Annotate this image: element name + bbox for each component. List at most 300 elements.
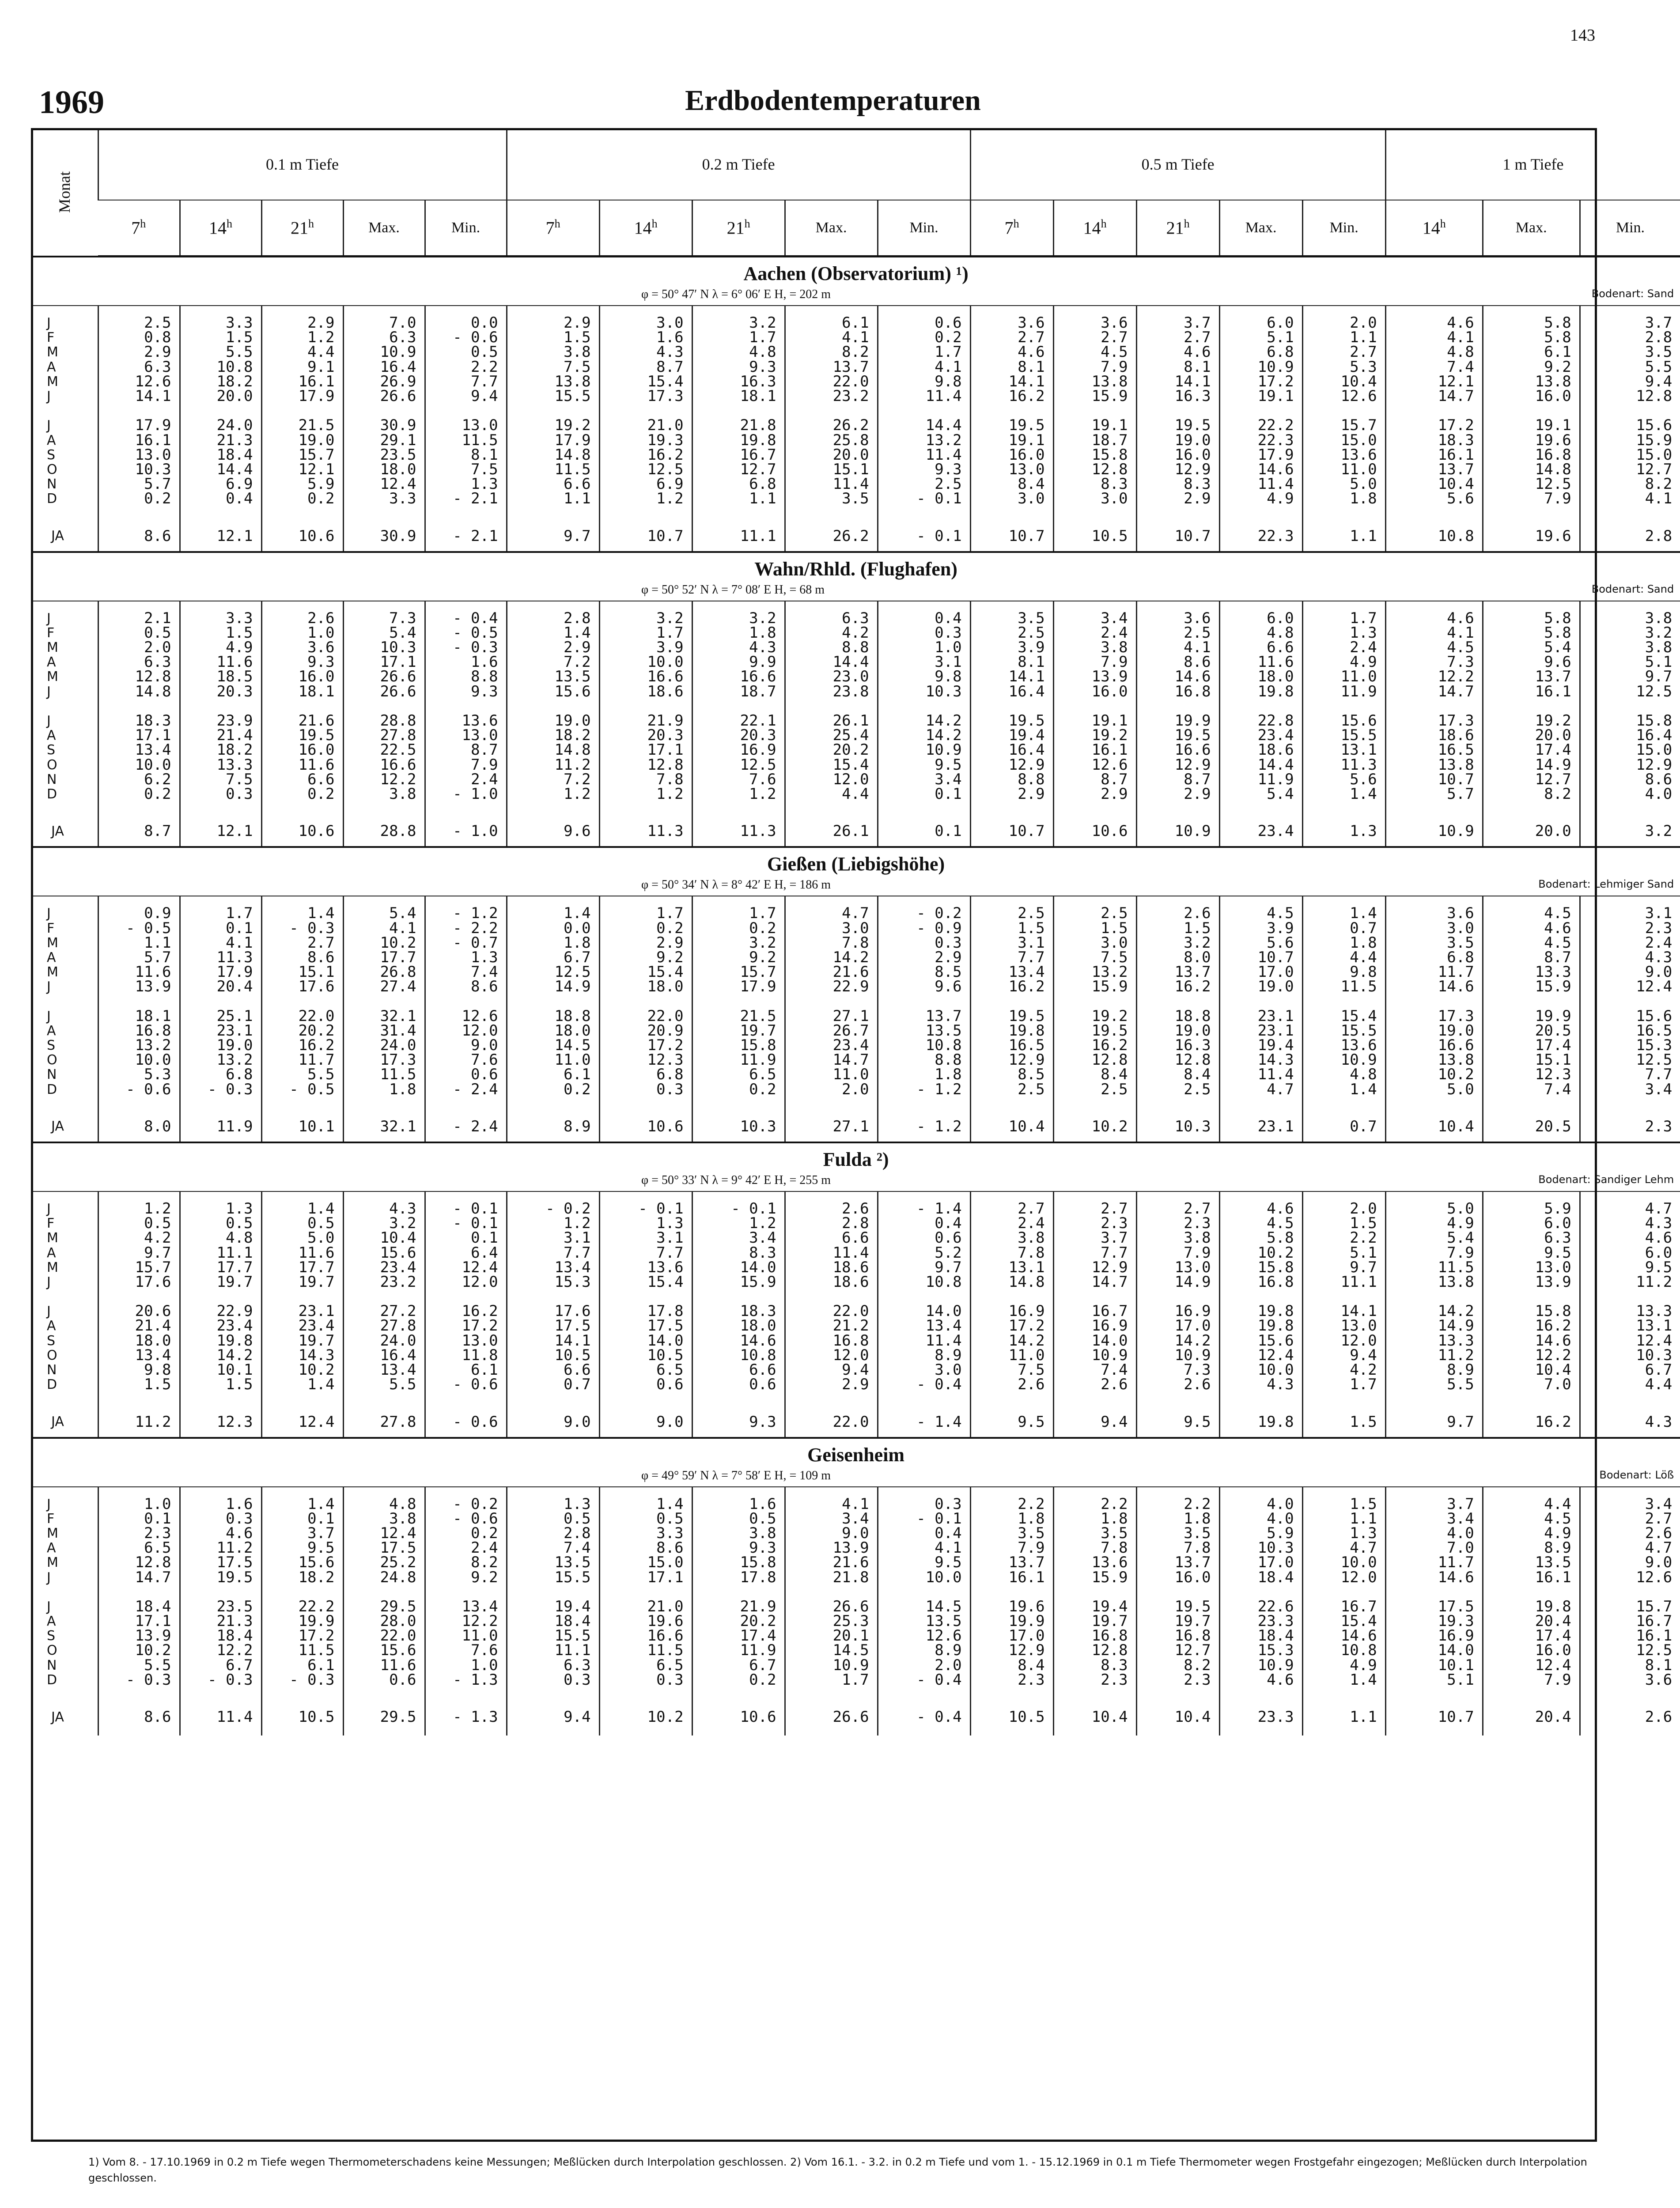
table-cell: 7.3 xyxy=(1136,1363,1219,1377)
table-cell: 8.7 xyxy=(98,816,180,847)
table-cell: 0.4 xyxy=(878,1526,970,1541)
table-cell: 10.9 xyxy=(1385,816,1483,847)
table-cell: 23.8 xyxy=(785,684,878,699)
table-cell: 20.4 xyxy=(1483,1702,1580,1732)
table-cell: 7.7 xyxy=(425,374,507,389)
table-cell: 15.1 xyxy=(1483,1053,1580,1067)
table-cell: 11.1 xyxy=(692,521,785,552)
table-cell: 18.4 xyxy=(180,448,261,462)
table-cell: 3.5 xyxy=(1136,1526,1219,1541)
table-cell: - 1.4 xyxy=(878,1202,970,1216)
table-cell: 10.9 xyxy=(343,345,425,359)
table-cell: 16.1 xyxy=(98,433,180,448)
table-cell: 11.3 xyxy=(1302,758,1385,772)
table-cell: 0.3 xyxy=(878,626,970,640)
table-cell: 5.5 xyxy=(343,1377,425,1392)
table-cell: 13.8 xyxy=(1483,374,1580,389)
table-cell: 0.3 xyxy=(180,787,261,802)
month-label: J xyxy=(47,389,51,405)
table-cell: 21.4 xyxy=(180,728,261,743)
table-cell: 18.4 xyxy=(1219,1570,1302,1584)
table-cell: 9.7 xyxy=(98,1245,180,1260)
table-cell: 4.7 xyxy=(1580,1541,1680,1555)
table-cell: - 1.4 xyxy=(878,1407,970,1438)
table-cell: 6.5 xyxy=(98,1541,180,1555)
table-cell: 15.8 xyxy=(692,1555,785,1570)
table-cell: 17.2 xyxy=(1385,418,1483,433)
table-cell: 18.5 xyxy=(180,669,261,684)
table-cell: 12.7 xyxy=(1580,462,1680,477)
table-cell: 23.0 xyxy=(785,669,878,684)
table-cell: 7.6 xyxy=(425,1643,507,1658)
table-cell: 11.5 xyxy=(425,433,507,448)
table-cell: 9.8 xyxy=(1302,965,1385,979)
table-cell: 0.2 xyxy=(98,787,180,802)
table-cell: 11.9 xyxy=(1302,684,1385,699)
table-cell: 19.0 xyxy=(507,714,599,728)
table-cell: 23.1 xyxy=(1219,1112,1302,1142)
table-cell: 13.6 xyxy=(1053,1555,1136,1570)
table-cell: 1.4 xyxy=(261,1202,343,1216)
table-cell: 10.0 xyxy=(599,655,692,669)
table-cell: 7.7 xyxy=(599,1245,692,1260)
table-cell: 2.7 xyxy=(1136,1202,1219,1216)
table-cell: 31.4 xyxy=(343,1024,425,1038)
table-cell: 13.8 xyxy=(1385,758,1483,772)
table-cell: 2.5 xyxy=(1136,1082,1219,1097)
table-cell: 12.7 xyxy=(1136,1643,1219,1658)
table-cell: 16.5 xyxy=(970,1038,1053,1053)
month-label: N xyxy=(47,1657,57,1673)
month-label: J xyxy=(47,610,51,626)
table-cell: 20.1 xyxy=(785,1629,878,1643)
table-cell: 23.4 xyxy=(343,1260,425,1275)
table-cell: 0.3 xyxy=(180,1512,261,1526)
table-cell: 4.3 xyxy=(343,1202,425,1216)
table-cell: 7.5 xyxy=(425,462,507,477)
table-cell: 10.1 xyxy=(180,1363,261,1377)
table-cell: 3.4 xyxy=(878,772,970,787)
table-cell: 4.3 xyxy=(1219,1377,1302,1392)
table-cell: 7.3 xyxy=(343,611,425,626)
column-header: Min. xyxy=(1580,200,1680,257)
table-cell: 10.3 xyxy=(692,1112,785,1142)
table-cell: 13.0 xyxy=(1483,1260,1580,1275)
table-cell: 2.6 xyxy=(1053,1377,1136,1392)
table-cell: 7.4 xyxy=(1385,360,1483,374)
table-cell: 8.2 xyxy=(425,1555,507,1570)
station-coordinates: φ = 49° 59′ N λ = 7° 58′ E H, = 109 m xyxy=(641,1468,831,1482)
table-cell: 14.1 xyxy=(1302,1304,1385,1319)
table-cell: 3.0 xyxy=(599,316,692,330)
table-cell: 10.8 xyxy=(1385,521,1483,552)
table-cell: 0.6 xyxy=(692,1377,785,1392)
table-cell: 1.5 xyxy=(1302,1497,1385,1512)
table-cell: 15.6 xyxy=(507,684,599,699)
table-cell: 10.1 xyxy=(1385,1658,1483,1673)
table-cell: 24.8 xyxy=(343,1570,425,1584)
table-cell: 19.6 xyxy=(970,1599,1053,1614)
table-cell: 14.7 xyxy=(785,1053,878,1067)
table-cell: 1.2 xyxy=(692,787,785,802)
table-cell: 16.9 xyxy=(692,743,785,757)
table-cell: 10.4 xyxy=(1053,1702,1136,1732)
table-cell: 7.2 xyxy=(507,655,599,669)
table-cell: 13.5 xyxy=(507,669,599,684)
table-cell: - 0.1 xyxy=(692,1202,785,1216)
table-cell: 6.3 xyxy=(507,1658,599,1673)
table-cell: 13.7 xyxy=(878,1009,970,1024)
table-cell: 17.1 xyxy=(343,655,425,669)
table-cell: 5.1 xyxy=(1219,330,1302,345)
table-cell: 2.9 xyxy=(1136,787,1219,802)
table-cell: 19.6 xyxy=(599,1614,692,1629)
table-cell: 15.4 xyxy=(599,1275,692,1289)
table-cell: 16.3 xyxy=(1136,389,1219,404)
table-cell: 17.1 xyxy=(599,743,692,757)
month-label: J xyxy=(47,979,51,995)
table-cell: 12.2 xyxy=(343,772,425,787)
table-cell: 10.0 xyxy=(98,758,180,772)
month-label: O xyxy=(47,1347,57,1363)
table-cell: 11.6 xyxy=(343,1658,425,1673)
table-cell: 8.1 xyxy=(970,360,1053,374)
month-label: A xyxy=(47,1614,56,1630)
table-cell: 3.8 xyxy=(692,1526,785,1541)
table-cell: 23.9 xyxy=(180,714,261,728)
table-cell: 0.5 xyxy=(98,1216,180,1231)
table-cell: - 0.1 xyxy=(878,521,970,552)
table-cell: - 0.4 xyxy=(878,1673,970,1687)
table-cell: 5.9 xyxy=(1483,1202,1580,1216)
table-cell: 1.3 xyxy=(425,477,507,492)
table-cell: 7.9 xyxy=(1483,1673,1580,1687)
table-cell: 21.0 xyxy=(599,418,692,433)
table-cell: 27.1 xyxy=(785,1112,878,1142)
table-cell: 12.0 xyxy=(425,1275,507,1289)
table-cell: 8.3 xyxy=(1136,477,1219,492)
month-label: D xyxy=(47,1377,57,1393)
annual-label: JA xyxy=(51,1709,64,1725)
table-cell: 9.2 xyxy=(599,950,692,965)
table-cell: 0.6 xyxy=(878,316,970,330)
table-cell: 9.6 xyxy=(507,816,599,847)
table-cell: 1.6 xyxy=(180,1497,261,1512)
table-cell: - 2.1 xyxy=(425,492,507,506)
table-cell: 30.9 xyxy=(343,521,425,552)
table-cell: 11.6 xyxy=(1219,655,1302,669)
table-cell: 28.0 xyxy=(343,1614,425,1629)
table-cell: 1.3 xyxy=(425,950,507,965)
table-cell: 8.7 xyxy=(1053,772,1136,787)
table-cell: 1.1 xyxy=(1302,330,1385,345)
table-cell: 2.4 xyxy=(970,1216,1053,1231)
table-cell: 13.7 xyxy=(785,360,878,374)
table-cell: 12.9 xyxy=(970,758,1053,772)
table-cell: 11.0 xyxy=(1302,669,1385,684)
table-cell: 18.2 xyxy=(261,1570,343,1584)
table-cell: 9.9 xyxy=(692,655,785,669)
table-cell: 18.3 xyxy=(98,714,180,728)
table-cell: 3.3 xyxy=(180,611,261,626)
table-cell: 4.1 xyxy=(878,360,970,374)
table-cell: 10.7 xyxy=(970,816,1053,847)
table-cell: 21.6 xyxy=(261,714,343,728)
table-cell: 18.6 xyxy=(599,684,692,699)
table-cell: 22.3 xyxy=(1219,433,1302,448)
table-cell: 19.6 xyxy=(1483,433,1580,448)
table-cell: 8.9 xyxy=(878,1643,970,1658)
table-cell: 14.2 xyxy=(1385,1304,1483,1319)
table-cell: 22.8 xyxy=(1219,714,1302,728)
month-label: O xyxy=(47,1052,57,1068)
table-cell: 1.4 xyxy=(507,906,599,921)
table-cell: 10.8 xyxy=(878,1275,970,1289)
table-cell: - 0.5 xyxy=(261,1082,343,1097)
table-cell: 8.4 xyxy=(1053,1067,1136,1082)
table-cell: 0.6 xyxy=(425,1067,507,1082)
table-cell: 18.2 xyxy=(507,728,599,743)
table-cell: 8.4 xyxy=(1136,1067,1219,1082)
footnotes: 1) Vom 8. - 17.10.1969 in 0.2 m Tiefe wegen Thermometerschadens keine Messungen; Meßlücken durch Interpolation geschlossen. 2) Vom 16.1. - 3.2. in 0.2 m Tiefe und vom 1. - 15.12.1969 in 0.1 m Tiefe Thermometer wegen Frostgefahr eingezogen; Meßlücken durch Interpolation geschlossen. xyxy=(88,2156,1587,2184)
table-cell: 3.2 xyxy=(692,936,785,950)
table-cell: 16.0 xyxy=(1136,1570,1219,1584)
table-cell: 10.3 xyxy=(1136,1112,1219,1142)
table-cell: 15.9 xyxy=(1580,433,1680,448)
table-cell: 3.1 xyxy=(507,1231,599,1245)
table-cell: 4.5 xyxy=(1483,936,1580,950)
table-cell: 27.2 xyxy=(343,1304,425,1319)
table-cell: 0.2 xyxy=(692,921,785,935)
column-header: Min. xyxy=(1302,200,1385,257)
table-cell: 17.6 xyxy=(261,979,343,994)
table-cell: 17.9 xyxy=(98,418,180,433)
table-cell: 12.5 xyxy=(507,965,599,979)
table-cell: 10.7 xyxy=(1385,1702,1483,1732)
table-cell: - 0.1 xyxy=(425,1216,507,1231)
monat-header: Monat xyxy=(32,129,98,257)
table-cell: 2.3 xyxy=(1136,1216,1219,1231)
table-cell: 1.4 xyxy=(1302,906,1385,921)
table-cell: 0.5 xyxy=(180,1216,261,1231)
table-cell: - 0.3 xyxy=(180,1673,261,1687)
table-cell: 13.1 xyxy=(1302,743,1385,757)
column-header: 14$^h$ xyxy=(180,200,261,257)
table-cell: 13.5 xyxy=(1483,1555,1580,1570)
table-cell: 0.2 xyxy=(425,1526,507,1541)
table-cell: 17.4 xyxy=(1483,743,1580,757)
table-cell: 2.5 xyxy=(98,316,180,330)
table-cell: 11.5 xyxy=(1302,979,1385,994)
table-cell: 10.2 xyxy=(261,1363,343,1377)
station-coordinates: φ = 50° 34′ N λ = 8° 42′ E H, = 186 m xyxy=(641,878,831,892)
table-cell: 14.4 xyxy=(1219,758,1302,772)
table-cell: 2.6 xyxy=(970,1377,1053,1392)
table-cell: 1.8 xyxy=(692,626,785,640)
table-cell: 3.0 xyxy=(785,921,878,935)
table-cell: 6.6 xyxy=(261,772,343,787)
table-cell: 20.5 xyxy=(1483,1112,1580,1142)
table-cell: 13.5 xyxy=(507,1555,599,1570)
table-cell: 11.6 xyxy=(180,655,261,669)
table-cell: 10.9 xyxy=(878,743,970,757)
table-cell: 0.5 xyxy=(507,1512,599,1526)
table-cell: 8.8 xyxy=(878,1053,970,1067)
table-cell: 16.8 xyxy=(1136,684,1219,699)
table-cell: 8.9 xyxy=(507,1112,599,1142)
table-cell: 26.6 xyxy=(343,669,425,684)
table-cell: 2.9 xyxy=(507,640,599,655)
table-cell: 23.4 xyxy=(785,1038,878,1053)
table-cell: 15.0 xyxy=(1580,743,1680,757)
table-cell: 9.2 xyxy=(1483,360,1580,374)
table-cell: 8.4 xyxy=(970,1658,1053,1673)
table-cell: 14.7 xyxy=(1385,389,1483,404)
table-cell: 14.2 xyxy=(1136,1334,1219,1348)
table-cell: 2.4 xyxy=(1053,626,1136,640)
table-cell: 6.9 xyxy=(599,477,692,492)
table-cell: 13.9 xyxy=(98,979,180,994)
table-cell: 3.6 xyxy=(261,640,343,655)
month-label: M xyxy=(47,1525,58,1541)
table-cell: 23.3 xyxy=(1219,1702,1302,1732)
table-cell: 18.6 xyxy=(1219,743,1302,757)
table-cell: 10.7 xyxy=(970,521,1053,552)
table-cell: 12.8 xyxy=(1136,1053,1219,1067)
table-cell: 8.7 xyxy=(1483,950,1580,965)
table-cell: 8.9 xyxy=(878,1348,970,1363)
table-cell: 3.4 xyxy=(692,1231,785,1245)
table-cell: 27.8 xyxy=(343,728,425,743)
table-cell: 12.4 xyxy=(425,1260,507,1275)
table-cell: 16.6 xyxy=(343,758,425,772)
table-cell: 21.5 xyxy=(692,1009,785,1024)
column-header: Min. xyxy=(425,200,507,257)
table-cell: 21.4 xyxy=(98,1319,180,1333)
table-cell: 15.8 xyxy=(692,1038,785,1053)
table-cell: - 0.3 xyxy=(425,640,507,655)
table-cell: 25.2 xyxy=(343,1555,425,1570)
table-cell: 15.4 xyxy=(1302,1009,1385,1024)
table-cell: 16.4 xyxy=(970,684,1053,699)
table-cell: 6.7 xyxy=(1580,1363,1680,1377)
table-cell: 18.2 xyxy=(180,374,261,389)
table-cell: 14.2 xyxy=(878,714,970,728)
table-cell: 17.6 xyxy=(98,1275,180,1289)
table-cell: 15.9 xyxy=(1053,1570,1136,1584)
table-cell: 12.1 xyxy=(1385,374,1483,389)
table-cell: 5.1 xyxy=(1580,655,1680,669)
table-cell: 10.5 xyxy=(599,1348,692,1363)
table-cell: 11.3 xyxy=(180,950,261,965)
table-cell: 1.7 xyxy=(785,1673,878,1687)
month-label: A xyxy=(47,728,56,744)
table-cell: 0.3 xyxy=(878,936,970,950)
table-cell: 17.5 xyxy=(599,1319,692,1333)
table-cell: 2.2 xyxy=(1053,1497,1136,1512)
month-label: J xyxy=(47,1496,51,1512)
table-cell: 23.4 xyxy=(1219,816,1302,847)
table-cell: 10.9 xyxy=(1136,1348,1219,1363)
table-cell: 11.7 xyxy=(1385,965,1483,979)
table-cell: 2.3 xyxy=(1053,1216,1136,1231)
table-cell: 14.3 xyxy=(261,1348,343,1363)
month-label: M xyxy=(47,374,58,389)
table-cell: 7.7 xyxy=(507,1245,599,1260)
table-cell: 9.3 xyxy=(692,1407,785,1438)
table-cell: 16.8 xyxy=(785,1334,878,1348)
table-cell: 16.0 xyxy=(1483,389,1580,404)
table-cell: 3.8 xyxy=(1136,1231,1219,1245)
table-cell: 13.3 xyxy=(1580,1304,1680,1319)
table-cell: 11.7 xyxy=(1385,1555,1483,1570)
month-label: O xyxy=(47,757,57,773)
table-cell: - 1.3 xyxy=(425,1673,507,1687)
table-cell: 16.3 xyxy=(1136,1038,1219,1053)
table-cell: 2.7 xyxy=(1302,345,1385,359)
table-cell: 10.5 xyxy=(261,1702,343,1732)
table-cell: 15.6 xyxy=(1580,1009,1680,1024)
table-cell: 4.1 xyxy=(1385,626,1483,640)
table-cell: 14.7 xyxy=(1053,1275,1136,1289)
table-cell: 9.5 xyxy=(261,1541,343,1555)
annual-label: JA xyxy=(51,1119,64,1134)
table-cell: 2.6 xyxy=(1136,906,1219,921)
table-cell: 25.8 xyxy=(785,433,878,448)
table-cell: 12.6 xyxy=(1580,1570,1680,1584)
table-cell: 24.0 xyxy=(343,1038,425,1053)
table-cell: 0.3 xyxy=(599,1673,692,1687)
table-cell: 3.7 xyxy=(1136,316,1219,330)
table-cell: 4.9 xyxy=(1385,1216,1483,1231)
month-label: N xyxy=(47,1067,57,1083)
table-cell: 10.5 xyxy=(507,1348,599,1363)
table-cell: 12.5 xyxy=(1580,1053,1680,1067)
table-cell: 7.8 xyxy=(1136,1541,1219,1555)
table-cell: 9.6 xyxy=(878,979,970,994)
table-cell: 4.4 xyxy=(785,787,878,802)
table-cell: 10.8 xyxy=(692,1348,785,1363)
table-cell: 13.9 xyxy=(1053,669,1136,684)
table-cell: 9.0 xyxy=(599,1407,692,1438)
table-cell: 2.9 xyxy=(261,316,343,330)
table-cell: 13.4 xyxy=(878,1319,970,1333)
table-cell: 5.8 xyxy=(1483,626,1580,640)
table-cell: 13.8 xyxy=(1385,1053,1483,1067)
table-cell: 11.4 xyxy=(785,1245,878,1260)
table-cell: 1.2 xyxy=(599,787,692,802)
table-cell: 2.7 xyxy=(1580,1512,1680,1526)
table-cell: 13.8 xyxy=(1053,374,1136,389)
table-cell: 12.8 xyxy=(98,669,180,684)
table-cell: 12.2 xyxy=(425,1614,507,1629)
table-cell: 13.1 xyxy=(1580,1319,1680,1333)
column-header: 7$^h$ xyxy=(970,200,1053,257)
table-cell: - 1.0 xyxy=(425,816,507,847)
table-cell: 3.3 xyxy=(180,316,261,330)
table-cell: 11.2 xyxy=(98,1407,180,1438)
table-cell: 1.1 xyxy=(507,492,599,506)
table-cell: 16.7 xyxy=(692,448,785,462)
table-cell: 3.5 xyxy=(1385,936,1483,950)
column-header: 21$^h$ xyxy=(692,200,785,257)
table-cell: 2.5 xyxy=(878,477,970,492)
table-cell: 1.3 xyxy=(1302,1526,1385,1541)
table-cell: - 0.6 xyxy=(98,1082,180,1097)
table-cell: 3.2 xyxy=(692,316,785,330)
table-cell: 17.2 xyxy=(1219,374,1302,389)
table-cell: 15.5 xyxy=(507,1629,599,1643)
